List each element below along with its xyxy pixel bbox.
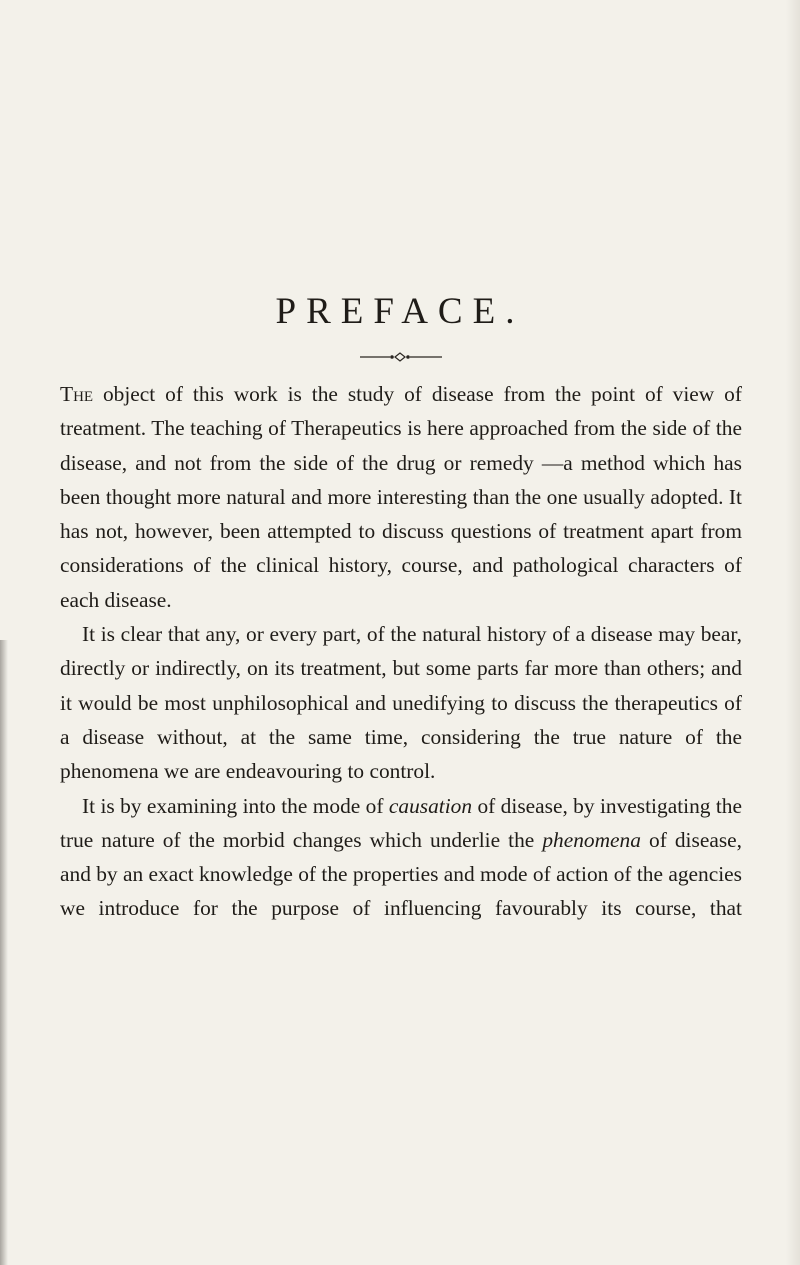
emphasis-causation: causation [388,793,473,818]
paragraph-text: object of this work is the study of disease from the point of view of treatment. The teaching of Therapeutics is here approached from the side of the disease, and not from the side of the drug or remedy —a method which has been thought more natural and more interesting than the one usually adopted. It has not, however, been attempted to discuss questions of treatment apart from considerations of the clinical history, course, and pathological characters of each disease. [60,382,742,612]
paragraph-text: of disease, by investigating the true nature of the morbid changes which underlie the [60,793,742,852]
paragraph-1 [60,377,742,617]
preface-body [60,377,742,926]
emphasis-phenomena: phenomena [542,827,641,852]
paragraph-2: It is clear that any, or every part, of the natural history of a disease may bear, directly or indirectly, on its treatment, but some parts far more than others; and it would be most unphilosophical and unedifying to discuss the therapeutics of a disease without, at the same time, considering the true nature of the phenomena we are endeavouring to control. [60,622,742,784]
paragraph-text: It is by examining into the mode of [82,793,389,818]
page-binding-shadow [0,640,8,1265]
page-edge-shadow [786,0,800,1265]
paragraph-3 [60,789,742,926]
paragraph-text: of disease, and by an exact knowledge of the properties and mode of action of the agencies we introduce for the purpose of influencing favourably its course, that [60,827,742,921]
paragraph-lead-word: The [60,382,94,406]
ornament-divider [360,350,442,364]
page-title: PREFACE. [275,291,525,332]
